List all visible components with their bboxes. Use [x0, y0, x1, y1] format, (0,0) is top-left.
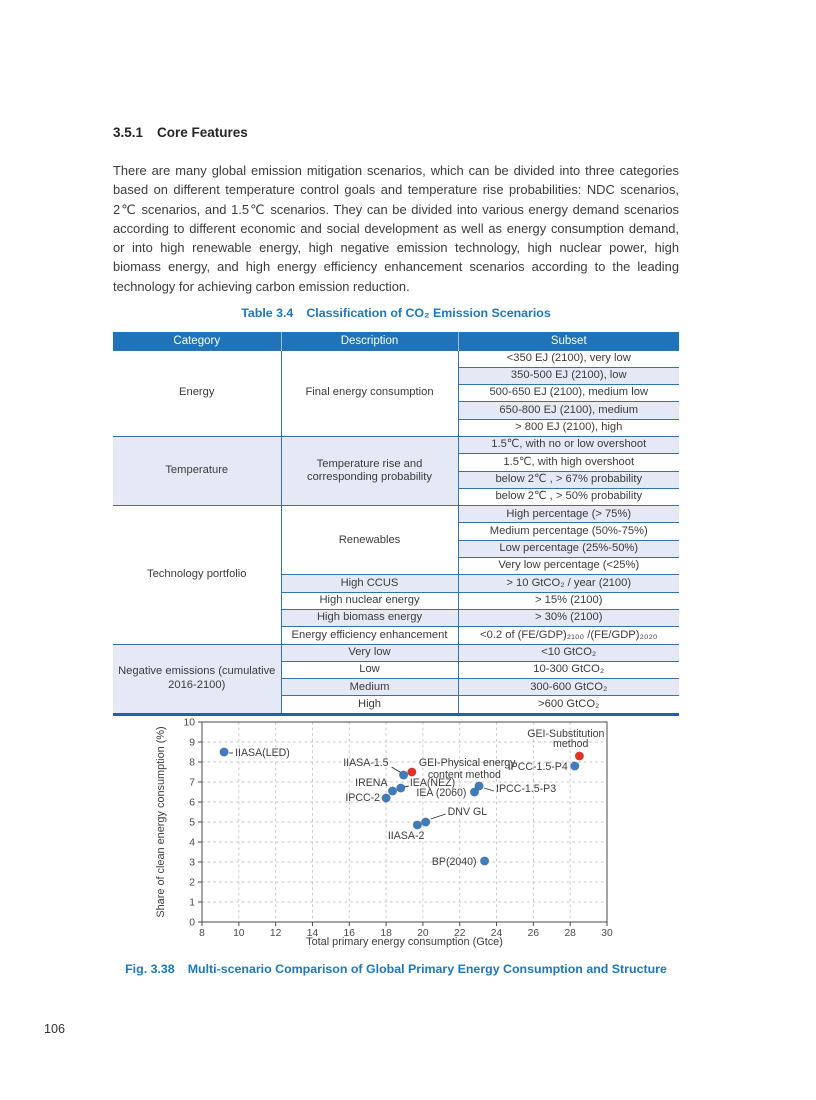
description-cell: Low — [281, 661, 458, 678]
point-label: IRENA — [355, 777, 388, 789]
subset-cell: Very low percentage (<25%) — [458, 558, 679, 575]
xtick-label: 30 — [601, 928, 613, 939]
point-label: IIASA-1.5 — [343, 757, 389, 769]
subset-cell: below 2℃ , > 67% probability — [458, 471, 679, 488]
table-header-row — [113, 332, 679, 350]
subset-cell: > 30% (2100) — [458, 609, 679, 626]
table-number: Table 3.4 — [241, 306, 294, 320]
point-label: method — [553, 738, 589, 750]
xtick-label: 18 — [380, 928, 392, 939]
header-category: Category — [113, 332, 281, 350]
subset-cell: below 2℃ , > 50% probability — [458, 488, 679, 505]
ytick-label: 5 — [189, 817, 195, 829]
category-cell: Negative emissions (cumulative 2016-2100) — [113, 644, 281, 713]
point-label: BP(2040) — [431, 856, 477, 868]
point-label: IIASA(LED) — [235, 747, 290, 759]
subset-cell: 350-500 EJ (2100), low — [458, 367, 679, 384]
description-cell: Renewables — [281, 506, 458, 575]
page-number: 106 — [44, 1022, 66, 1036]
figure-caption — [113, 962, 679, 976]
xtick-label: 26 — [527, 928, 540, 939]
figure-chart — [150, 715, 660, 960]
data-point — [421, 818, 430, 827]
xtick-label: 10 — [233, 928, 245, 939]
xtick-label: 16 — [343, 928, 356, 939]
description-cell: High biomass energy — [281, 609, 458, 626]
ytick-label: 0 — [189, 917, 195, 929]
subset-cell: > 15% (2100) — [458, 592, 679, 609]
point-label: IEA (2060) — [416, 787, 467, 799]
data-point — [570, 762, 579, 771]
figure-number: Fig. 3.38 — [125, 962, 175, 976]
subset-cell: > 800 EJ (2100), high — [458, 419, 679, 436]
data-point — [399, 771, 408, 780]
data-point — [220, 748, 229, 757]
figure-caption-text: Multi-scenario Comparison of Global Primary Energy Consumption and Structure — [187, 962, 667, 976]
subset-cell: Low percentage (25%-50%) — [458, 540, 679, 557]
table-row — [113, 506, 679, 523]
point-label: GEI-Physical energy — [418, 757, 516, 769]
ytick-label: 2 — [189, 877, 195, 889]
xtick-label: 28 — [564, 928, 576, 939]
subset-cell: >600 GtCO₂ — [458, 696, 679, 713]
y-axis-label: Share of clean energy consumption (%) — [155, 726, 167, 918]
subset-cell: 300-600 GtCO₂ — [458, 679, 679, 696]
description-cell: High CCUS — [281, 575, 458, 592]
subset-cell: <10 GtCO₂ — [458, 644, 679, 661]
xtick-label: 8 — [199, 928, 205, 939]
point-label: content method — [427, 769, 501, 781]
point-label: IPCC-1.5-P4 — [507, 761, 568, 773]
category-cell: Technology portfolio — [113, 506, 281, 644]
body-paragraph: There are many global emission mitigation scenarios, which can be divided into three categories based on different temperature control goals and temperature rise probabilities: NDC scenarios, 2℃ scenarios, and 1.5℃ scenarios. They can be divided into various energy demand scenarios according to different economic and social development as well as energy consumption demand, or into high renewable energy, high negative emission technology, high nuclear power, high biomass energy, and high energy efficiency enhancement scenarios according to the leading technology for achieving carbon emission reduction. — [113, 163, 679, 294]
xtick-label: 12 — [269, 928, 282, 939]
subset-cell: 1.5℃, with high overshoot — [458, 454, 679, 471]
data-point — [382, 794, 391, 803]
subset-cell: 1.5℃, with no or low overshoot — [458, 436, 679, 453]
classification-table — [113, 332, 679, 713]
label-leader — [484, 788, 494, 791]
table-row — [113, 436, 679, 453]
description-cell: High nuclear energy — [281, 592, 458, 609]
classification-table-wrap — [113, 332, 679, 716]
point-label: DNV GL — [447, 806, 488, 818]
subset-cell: <0.2 of (FE/GDP)₂₁₀₀ /(FE/GDP)₂₀₂₀ — [458, 627, 679, 644]
point-label: IPCC-2 — [345, 792, 381, 804]
data-point — [397, 784, 406, 793]
table-row — [113, 350, 679, 367]
ytick-label: 8 — [189, 757, 195, 769]
table-row — [113, 644, 679, 661]
description-cell: Temperature rise and corresponding probability — [281, 436, 458, 505]
table-title — [113, 306, 679, 320]
point-label: GEI-Substitution — [527, 728, 605, 740]
data-point — [408, 768, 417, 777]
section-number: 3.5.1 — [113, 125, 144, 140]
description-cell: Final energy consumption — [281, 350, 458, 436]
ytick-label: 10 — [183, 717, 195, 729]
subset-cell: Medium percentage (50%-75%) — [458, 523, 679, 540]
subset-cell: 10-300 GtCO₂ — [458, 661, 679, 678]
point-label: IPCC-1.5-P3 — [496, 783, 557, 795]
header-description: Description — [281, 332, 458, 350]
ytick-label: 3 — [189, 857, 195, 869]
data-point — [388, 787, 397, 796]
scatter-chart — [150, 715, 660, 960]
xtick-label: 14 — [306, 928, 319, 939]
description-cell: Medium — [281, 679, 458, 696]
data-point — [475, 782, 484, 791]
description-cell: Very low — [281, 644, 458, 661]
data-point — [480, 857, 489, 866]
data-point — [575, 752, 584, 761]
subset-cell: > 10 GtCO₂ / year (2100) — [458, 575, 679, 592]
subset-cell: <350 EJ (2100), very low — [458, 350, 679, 367]
xtick-label: 20 — [417, 928, 429, 939]
subset-cell: 500-650 EJ (2100), medium low — [458, 385, 679, 402]
ytick-label: 4 — [189, 837, 195, 849]
ytick-label: 1 — [189, 897, 195, 909]
ytick-label: 9 — [189, 737, 195, 749]
point-label: IIASA-2 — [387, 830, 425, 842]
point-label: IEA(NEZ) — [409, 777, 456, 789]
ytick-label: 6 — [189, 797, 195, 809]
description-cell: Energy efficiency enhancement — [281, 627, 458, 644]
label-leader — [431, 814, 446, 819]
table-title-text: Classification of CO₂ Emission Scenarios — [306, 306, 551, 320]
xtick-label: 24 — [490, 928, 503, 939]
header-subset: Subset — [458, 332, 679, 350]
xtick-label: 22 — [453, 928, 466, 939]
subset-cell: 650-800 EJ (2100), medium — [458, 402, 679, 419]
category-cell: Energy — [113, 350, 281, 436]
category-cell: Temperature — [113, 436, 281, 505]
subset-cell: High percentage (> 75%) — [458, 506, 679, 523]
x-axis-label: Total primary energy consumption (Gtce) — [306, 936, 503, 948]
section-title: Core Features — [157, 125, 248, 140]
data-point — [413, 821, 422, 830]
ytick-label: 7 — [189, 777, 195, 789]
description-cell: High — [281, 696, 458, 713]
section-heading — [113, 125, 248, 140]
table-body — [113, 350, 679, 713]
